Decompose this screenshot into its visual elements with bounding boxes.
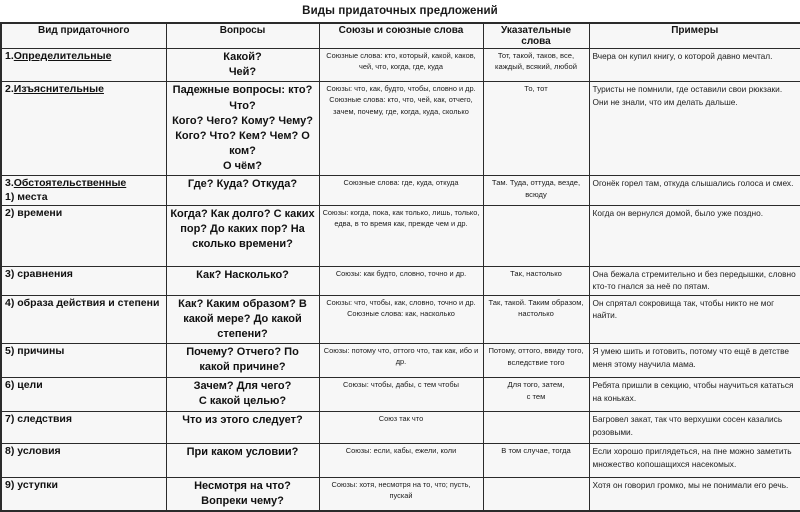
cell-demonstratives: Так, настолько bbox=[483, 266, 589, 295]
column-header-questions: Вопросы bbox=[166, 23, 319, 49]
table-row bbox=[1, 82, 800, 176]
cell-demonstratives-empty bbox=[483, 478, 589, 512]
cell-clause-type bbox=[1, 478, 166, 512]
table-row bbox=[1, 478, 800, 512]
cell-examples: Хотя он говорил громко, мы не понимали его речь. bbox=[589, 478, 800, 512]
cell-examples: Я умею шить и готовить, потому что ещё в детстве меня этому научила мама. bbox=[589, 344, 800, 378]
cell-clause-type bbox=[1, 412, 166, 444]
cell-questions: Когда? Как долго? С каких пор? До каких пор? На сколько времени? bbox=[166, 205, 319, 266]
cell-conjunctions: Союзы: когда, пока, как только, лишь, только, едва, в то время как, прежде чем и др. bbox=[319, 205, 483, 266]
cell-demonstratives: Для того, затем, с тем bbox=[483, 378, 589, 412]
cell-conjunctions: Союзы: как будто, словно, точно и др. bbox=[319, 266, 483, 295]
cell-demonstratives: Так, такой. Таким образом, настолько bbox=[483, 295, 589, 344]
cell-questions: Где? Куда? Откуда? bbox=[166, 176, 319, 205]
cell-clause-type bbox=[1, 49, 166, 82]
column-header-examples: Примеры bbox=[589, 23, 800, 49]
clause-type-label: 5) причины bbox=[5, 345, 65, 358]
cell-demonstratives-empty bbox=[483, 205, 589, 266]
cell-questions: При каком условии? bbox=[166, 444, 319, 478]
table-row bbox=[1, 266, 800, 295]
clause-type-label: 2) времени bbox=[5, 206, 63, 219]
table-row bbox=[1, 49, 800, 82]
clause-type-number: 2. bbox=[5, 83, 14, 96]
cell-clause-type bbox=[1, 205, 166, 266]
cell-examples: Он спрятал сокровища так, чтобы никто не мог найти. bbox=[589, 295, 800, 344]
table-body bbox=[1, 49, 800, 512]
cell-questions: Какой? Чей? bbox=[166, 49, 319, 82]
cell-examples: Туристы не помнили, где оставили свои рюкзаки. Они не знали, что им делать дальше. bbox=[589, 82, 800, 176]
cell-demonstratives: Потому, оттого, ввиду того, вследствие того bbox=[483, 344, 589, 378]
cell-examples: Огонёк горел там, откуда слышались голоса и смех. bbox=[589, 176, 800, 205]
table-header bbox=[1, 23, 800, 49]
cell-conjunctions: Союзные слова: где, куда, откуда bbox=[319, 176, 483, 205]
table-row bbox=[1, 344, 800, 378]
table-row bbox=[1, 205, 800, 266]
cell-examples: Она бежала стремительно и без передышки, словно кто-то гнался за неё по пятам. bbox=[589, 266, 800, 295]
clause-type-label: 4) образа действия и степени bbox=[5, 296, 160, 309]
table-row bbox=[1, 444, 800, 478]
cell-conjunctions: Союзы: что, как, будто, чтобы, словно и др. Союзные слова: кто, что, чей, как, отчего, зачем, почему, где, когда, куда, сколько bbox=[319, 82, 483, 176]
clause-type-number: 3. bbox=[5, 177, 14, 190]
cell-clause-type bbox=[1, 344, 166, 378]
table-row bbox=[1, 295, 800, 344]
clause-type-label: 7) следствия bbox=[5, 413, 73, 426]
clause-type-label: 9) уступки bbox=[5, 479, 58, 492]
cell-examples: Багровел закат, так что верхушки сосен казались розовыми. bbox=[589, 412, 800, 444]
table-row bbox=[1, 176, 800, 205]
clause-type-label: Изъяснительные bbox=[13, 83, 104, 96]
cell-examples: Вчера он купил книгу, о которой давно мечтал. bbox=[589, 49, 800, 82]
cell-demonstratives: В том случае, тогда bbox=[483, 444, 589, 478]
clause-type-label: Обстоятельственные bbox=[13, 177, 127, 190]
cell-questions: Как? Каким образом? В какой мере? До какой степени? bbox=[166, 295, 319, 344]
cell-conjunctions: Союзные слова: кто, который, какой, каков, чей, что, когда, где, куда bbox=[319, 49, 483, 82]
cell-questions: Зачем? Для чего? С какой целью? bbox=[166, 378, 319, 412]
cell-examples: Когда он вернулся домой, было уже поздно. bbox=[589, 205, 800, 266]
cell-conjunctions: Союзы: хотя, несмотря на то, что; пусть, пускай bbox=[319, 478, 483, 512]
cell-conjunctions: Союзы: что, чтобы, как, словно, точно и др. Союзные слова: как, насколько bbox=[319, 295, 483, 344]
column-header-conjunctions: Союзы и союзные слова bbox=[319, 23, 483, 49]
cell-questions: Как? Насколько? bbox=[166, 266, 319, 295]
clause-subtype-label: 1) места bbox=[5, 190, 48, 203]
clause-type-label: 3) сравнения bbox=[5, 267, 73, 280]
cell-conjunctions: Союз так что bbox=[319, 412, 483, 444]
cell-conjunctions: Союзы: если, кабы, ежели, коли bbox=[319, 444, 483, 478]
cell-conjunctions: Союзы: чтобы, дабы, с тем чтобы bbox=[319, 378, 483, 412]
cell-demonstratives-empty bbox=[483, 412, 589, 444]
cell-questions: Почему? Отчего? По какой причине? bbox=[166, 344, 319, 378]
cell-examples: Ребята пришли в секцию, чтобы научиться кататься на коньках. bbox=[589, 378, 800, 412]
cell-questions: Падежные вопросы: кто? Что? Кого? Чего? Кому? Чему? Кого? Что? Кем? Чем? О ком? О чём? bbox=[166, 82, 319, 176]
cell-clause-type bbox=[1, 82, 166, 176]
cell-clause-type bbox=[1, 266, 166, 295]
cell-examples: Если хорошо приглядеться, на пне можно заметить множество копошащихся насекомых. bbox=[589, 444, 800, 478]
cell-clause-type bbox=[1, 295, 166, 344]
column-header-type: Вид придаточного bbox=[1, 23, 166, 49]
clause-type-number: 1. bbox=[5, 50, 14, 62]
cell-questions: Несмотря на что? Вопреки чему? bbox=[166, 478, 319, 512]
clause-type-label: 8) условия bbox=[5, 445, 61, 458]
cell-demonstratives: Тот, такой, таков, все, каждый, всякий, любой bbox=[483, 49, 589, 82]
column-header-demonstratives: Указательные слова bbox=[483, 23, 589, 49]
cell-clause-type bbox=[1, 378, 166, 412]
cell-demonstratives: Там. Туда, оттуда, везде, всюду bbox=[483, 176, 589, 205]
cell-demonstratives: То, тот bbox=[483, 82, 589, 176]
table-header-row bbox=[1, 23, 800, 49]
cell-clause-type bbox=[1, 176, 166, 205]
clause-type-label: Определительные bbox=[13, 50, 112, 62]
cell-questions: Что из этого следует? bbox=[166, 412, 319, 444]
cell-conjunctions: Союзы: потому что, оттого что, так как, ибо и др. bbox=[319, 344, 483, 378]
cell-clause-type bbox=[1, 444, 166, 478]
table-row bbox=[1, 378, 800, 412]
page-title: Виды придаточных предложений bbox=[302, 5, 498, 17]
table-row bbox=[1, 412, 800, 444]
clause-type-label: 6) цели bbox=[5, 379, 43, 392]
subordinate-clause-table bbox=[0, 22, 800, 512]
